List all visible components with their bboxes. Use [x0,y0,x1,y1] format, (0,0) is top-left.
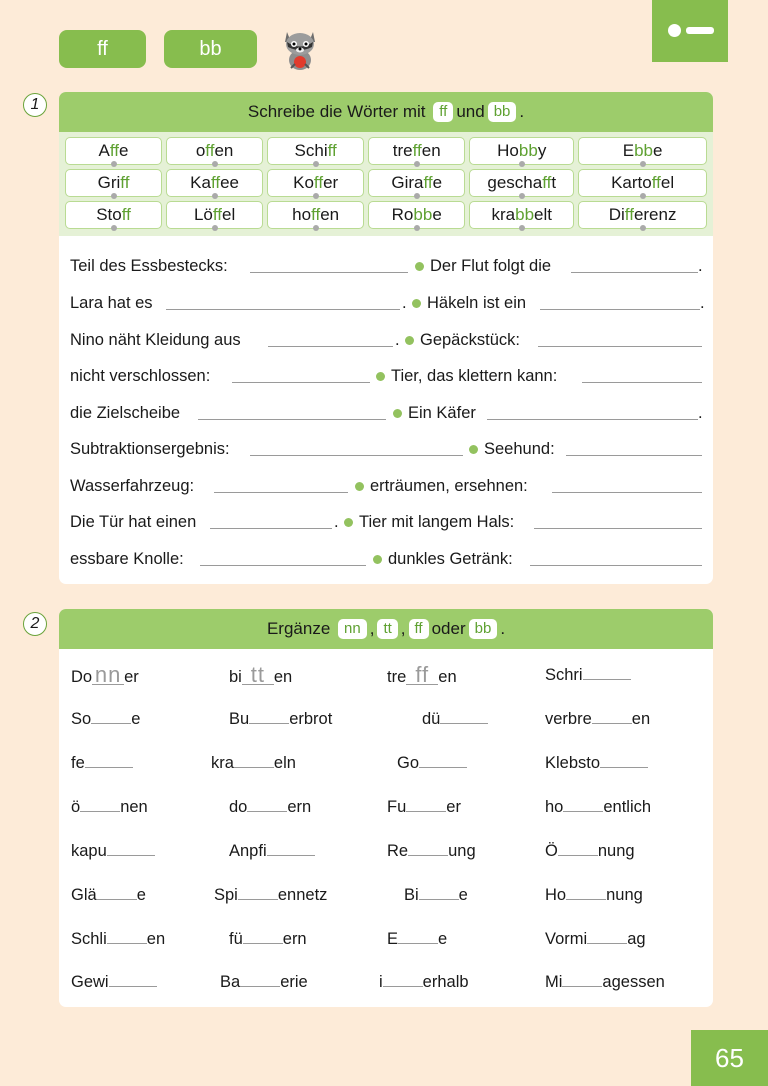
instruction-and: und [456,102,485,121]
fill-word [229,662,293,687]
answer-line[interactable] [210,528,332,529]
chip-tt: tt [377,619,397,639]
word-end: agessen [602,973,665,991]
word-end: erhalb [422,973,469,991]
word-pin [313,225,319,231]
word-end: eln [273,754,296,772]
instruction-end: . [500,619,506,638]
word-part: erenz [633,205,677,224]
word-pin [313,161,319,167]
word-part: en [421,141,441,160]
fill-word [404,886,468,905]
word-start: Re [387,842,409,860]
blank-gap[interactable] [408,854,448,856]
blank-gap[interactable] [600,766,648,768]
chip-ff: ff [433,102,453,122]
word-part: e [432,205,442,224]
word-part: Ka [190,173,211,192]
clue-left: Subtraktionsergebnis: [70,440,230,458]
word-double-consonant: ff [311,205,321,224]
exercise-1-instruction [59,92,713,132]
fill-word [211,754,296,773]
fill-word [545,973,665,992]
blank-gap[interactable] [80,810,120,812]
clue-right: Häkeln ist ein [427,294,527,312]
clue-left: essbare Knolle: [70,550,184,568]
word-pin [111,225,117,231]
word-double-consonant: ff [412,141,422,160]
blank-gap[interactable] [440,722,488,724]
blank-gap[interactable] [419,766,467,768]
chip-nn: nn [338,619,367,639]
answer-line[interactable] [200,565,366,566]
clue-left: Teil des Essbestecks: [70,257,228,275]
word-double-consonant: ff [423,173,433,192]
blank-gap[interactable] [419,898,459,900]
period: . [402,294,407,312]
word-pin [212,161,218,167]
answer-line[interactable] [250,455,463,456]
word-end: e [438,930,448,948]
blank-gap[interactable] [234,766,274,768]
word-part: Ko [293,173,314,192]
word-card [578,137,707,165]
clue-right: Tier, das klettern kann: [391,367,558,385]
instruction-text: Schreibe die Wörter mit [247,102,426,121]
word-end: ern [287,798,312,816]
word-double-consonant: ff [205,141,215,160]
clue-right: Seehund: [484,440,555,458]
blank-gap[interactable] [109,985,157,987]
word-part: en [214,141,234,160]
word-part: kra [491,205,516,224]
answer-line[interactable] [214,492,348,493]
word-row [65,137,707,165]
blank-gap[interactable] [583,678,631,680]
answer-line[interactable] [268,346,393,347]
word-start: So [71,710,92,728]
fill-word [71,798,148,817]
fill-word [71,973,157,992]
clue-left: Nino näht Kleidung aus [70,331,241,349]
chip-ff: ff [409,619,429,639]
word-card [267,201,364,229]
word-part: e [432,173,443,192]
word-part: Ho [497,141,519,160]
word-end: erbrot [289,710,333,728]
word-part: Lö [193,205,213,224]
word-card [166,137,263,165]
word-double-consonant: bb [518,141,538,160]
word-card [368,137,465,165]
word-double-consonant: ff [624,205,634,224]
clue-right: erträumen, ersehnen: [370,477,528,495]
word-start: Bi [404,886,419,904]
blank-gap[interactable] [107,942,147,944]
word-grid [59,132,713,236]
word-pin [111,193,117,199]
clue-right: dunkles Getränk: [388,550,513,568]
word-start: Do [71,668,93,686]
word-card [267,169,364,197]
word-card [65,137,162,165]
blank-gap[interactable] [398,942,438,944]
blank-gap[interactable] [91,722,131,724]
fill-word [545,798,651,817]
word-part: A [98,141,110,160]
word-start: dü [422,710,441,728]
blank-gap[interactable] [562,985,602,987]
answer-line[interactable] [552,492,702,493]
word-double-consonant: ff [212,205,222,224]
fill-word [220,973,308,992]
fill-word [545,666,631,685]
word-start: do [229,798,248,816]
word-part: Schi [294,141,328,160]
answer-line[interactable] [538,346,702,347]
raccoon-mascot-icon [279,24,321,72]
word-part: gescha [487,173,543,192]
word-part: el [222,205,236,224]
word-pin [212,193,218,199]
word-double-consonant: ff [542,173,552,192]
blank-gap[interactable] [97,898,137,900]
word-start: Klebsto [545,754,601,772]
word-part: y [537,141,547,160]
word-part: Sto [96,205,122,224]
bullet-icon [376,372,385,381]
blank-gap[interactable] [592,722,632,724]
fill-word [387,798,461,817]
word-part: Ro [391,205,414,224]
blank-gap[interactable] [406,810,446,812]
word-pin [519,193,525,199]
word-start: Schri [545,666,583,684]
word-start: Anpfi [229,842,267,860]
bullet-icon [469,445,478,454]
fill-word [545,710,650,729]
word-card [166,201,263,229]
answer-line[interactable] [534,528,702,529]
word-double-consonant: bb [515,205,535,224]
word-card [65,169,162,197]
word-part: o [195,141,206,160]
blank-gap[interactable] [85,766,133,768]
period: . [334,513,339,531]
bullet-icon [373,555,382,564]
word-pin [414,225,420,231]
word-end: entlich [603,798,652,816]
period: . [700,294,705,312]
word-card [368,169,465,197]
word-part: E [622,141,635,160]
word-end: en [438,668,457,686]
fill-word [229,842,315,861]
word-start: kapu [71,842,107,860]
blank-gap[interactable] [243,942,283,944]
word-start: verbre [545,710,592,728]
word-double-consonant: ff [651,173,661,192]
word-start: Glä [71,886,97,904]
bullet-icon [344,518,353,527]
word-part: t [551,173,557,192]
word-double-consonant: bb [634,141,653,160]
word-pin [519,225,525,231]
sep: , [400,619,406,638]
word-end: e [458,886,468,904]
word-part: Gira [391,173,424,192]
fill-word [387,842,476,861]
chip-bb: bb [488,102,517,122]
instruction-or: oder [431,619,466,638]
period: . [395,331,400,349]
word-card [166,169,263,197]
exercise-2-number: 2 [23,612,47,636]
word-pin [414,193,420,199]
fill-word [71,842,155,861]
word-pin [640,193,646,199]
fill-word [71,930,165,949]
word-end: nen [120,798,148,816]
word-start: Vormi [545,930,588,948]
period: . [698,257,703,275]
exercise-1-number: 1 [23,93,47,117]
blank-gap[interactable] [587,942,627,944]
answer-line[interactable] [198,419,386,420]
word-start: ö [71,798,81,816]
word-card [578,169,707,197]
fill-word [545,930,646,949]
bullet-icon [412,299,421,308]
word-pin [313,193,319,199]
instruction-text: Ergänze [266,619,331,638]
word-pin [519,161,525,167]
word-end: nung [606,886,643,904]
bullet-icon [393,409,402,418]
word-part: Gri [97,173,121,192]
blank-gap[interactable] [566,898,606,900]
blank-gap[interactable] [563,810,603,812]
word-card [578,201,707,229]
fill-word [397,754,467,773]
word-start: kra [211,754,234,772]
word-start: Spi [214,886,238,904]
word-row [65,169,707,197]
word-card [469,201,574,229]
fill-word [71,754,133,773]
word-part: e [653,141,663,160]
answer-line[interactable] [540,309,700,310]
clue-right: Gepäckstück: [420,331,520,349]
fill-word [387,662,457,687]
blank-gap[interactable] [558,854,598,856]
fill-word [229,710,332,729]
clue-left: die Zielscheibe [70,404,181,422]
word-start: Schli [71,930,107,948]
word-start: Gewi [71,973,109,991]
clue-right: Der Flut folgt die [430,257,552,275]
word-start: Go [397,754,420,772]
fill-word [545,842,635,861]
word-end: nung [597,842,635,860]
word-end: er [446,798,461,816]
clue-left: Lara hat es [70,294,153,312]
word-card [65,201,162,229]
word-double-consonant: ff [210,173,221,192]
word-start: tre [387,668,407,686]
word-part: tre [392,141,413,160]
word-double-consonant: ff [327,141,337,160]
word-part: ee [220,173,240,192]
blank-gap[interactable] [238,898,278,900]
word-pin [414,161,420,167]
answer-line[interactable] [566,455,702,456]
word-start: i [379,973,383,991]
clue-left: Wasserfahrzeug: [70,477,195,495]
fill-word [379,973,469,992]
fill-word [387,930,447,949]
chip-bb: bb [469,619,498,639]
word-pin [640,225,646,231]
word-start: bi [229,668,242,686]
fill-word [214,886,327,905]
blank-gap[interactable] [240,985,280,987]
word-double-consonant: bb [413,205,433,224]
clue-right: Ein Käfer [408,404,476,422]
word-start: ho [545,798,564,816]
fill-word [71,710,140,729]
fill-word [545,886,643,905]
word-start: Ö [545,842,558,860]
word-double-consonant: ff [109,141,120,160]
corner-marker [652,0,728,62]
bullet-icon [415,262,424,271]
answer-line[interactable] [582,382,702,383]
word-start: fe [71,754,85,772]
tag-ff: ff [59,30,146,68]
fill-word [229,798,311,817]
example-answer: ff [406,666,438,685]
fill-word [545,754,648,773]
answer-line[interactable] [571,272,698,273]
word-part: Karto [611,173,652,192]
word-part: elt [534,205,552,224]
exercise-2-instruction [59,609,713,649]
word-start: Ho [545,886,567,904]
bullet-icon [405,336,414,345]
fill-word [71,886,146,905]
clue-left: Die Tür hat einen [70,513,197,531]
blank-gap[interactable] [107,854,155,856]
word-card [368,201,465,229]
blank-gap[interactable] [267,854,315,856]
word-part: en [320,205,340,224]
word-card [469,137,574,165]
word-card [267,137,364,165]
word-double-consonant: ff [313,173,324,192]
answer-line[interactable] [166,309,400,310]
word-part: er [323,173,339,192]
clue-left: nicht verschlossen: [70,367,211,385]
word-end: en [146,930,166,948]
answer-line[interactable] [232,382,370,383]
word-part: e [119,141,129,160]
blank-gap[interactable] [247,810,287,812]
word-end: ag [627,930,646,948]
fill-word [229,930,307,949]
word-start: Bu [229,710,250,728]
word-part: el [660,173,675,192]
answer-line[interactable] [530,565,702,566]
word-end: en [631,710,651,728]
fill-word [422,710,488,729]
fill-word [71,662,139,687]
answer-line[interactable] [250,272,408,273]
blank-gap[interactable] [383,985,423,987]
word-end: e [136,886,146,904]
period: . [698,404,703,422]
page-number: 65 [691,1030,768,1086]
tag-bb: bb [164,30,257,68]
word-double-consonant: ff [120,173,130,192]
instruction-end: . [519,102,525,121]
word-start: Mi [545,973,563,991]
answer-line[interactable] [487,419,698,420]
word-end: ern [282,930,307,948]
word-pin [111,161,117,167]
example-answer: nn [92,666,124,685]
word-pin [212,225,218,231]
word-start: Ba [220,973,241,991]
word-card [469,169,574,197]
word-end: en [273,668,293,686]
bullet-icon [355,482,364,491]
word-double-consonant: ff [121,205,131,224]
clue-right: Tier mit langem Hals: [359,513,515,531]
sep: , [369,619,375,638]
word-pin [640,161,646,167]
word-part: ho [292,205,312,224]
word-start: Fu [387,798,407,816]
word-end: er [124,668,139,686]
word-end: e [131,710,141,728]
blank-gap[interactable] [249,722,289,724]
word-end: erie [280,973,308,991]
word-row [65,201,707,229]
word-start: fü [229,930,243,948]
word-end: ennetz [277,886,328,904]
word-end: ung [448,842,476,860]
word-start: E [387,930,399,948]
word-part: Di [608,205,625,224]
example-answer: tt [242,666,274,685]
